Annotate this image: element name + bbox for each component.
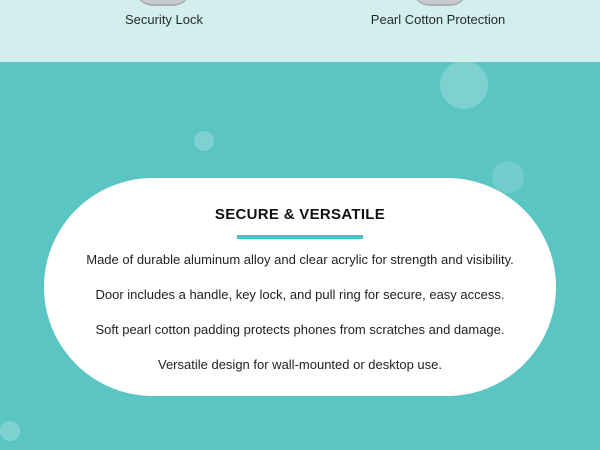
feature-line-material: Made of durable aluminum alloy and clear acrylic for strength and visibility. [86,252,514,267]
feature-label: Security Lock [124,12,204,27]
feature-security-lock [0,0,300,62]
feature-label: Pearl Cotton Protection [370,12,506,27]
decorative-bubble [194,131,214,151]
decorative-bubble [0,421,20,441]
security-lock-image [135,0,191,6]
decorative-bubble [492,161,524,193]
feature-list [44,252,556,392]
decorative-bubble [440,61,488,109]
feature-strip [0,0,600,62]
feature-line-door: Door includes a handle, key lock, and pull ring for secure, easy access. [95,287,505,302]
card-title: SECURE & VERSATILE [214,206,386,223]
title-underline [237,235,363,239]
feature-line-padding: Soft pearl cotton padding protects phones from scratches and damage. [95,322,505,337]
feature-line-design: Versatile design for wall-mounted or desktop use. [158,357,442,372]
secure-versatile-card [44,178,556,396]
pearl-cotton-image [412,0,468,6]
feature-pearl-cotton [300,0,600,62]
